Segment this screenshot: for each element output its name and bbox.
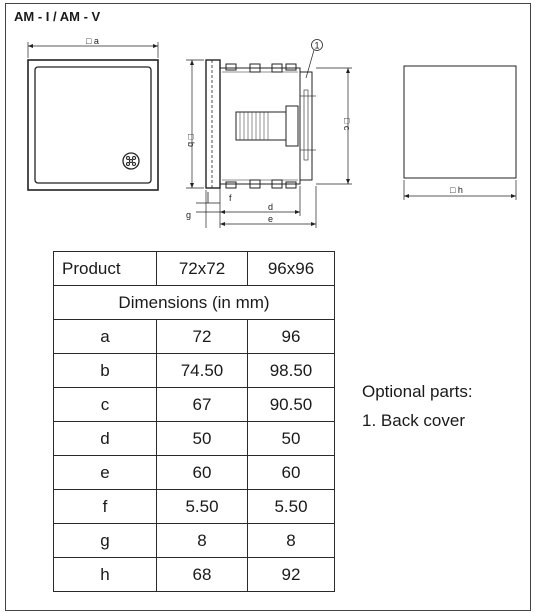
front-view <box>28 42 158 190</box>
section-title: Dimensions (in mm) <box>54 286 335 320</box>
dim-label-d: d <box>268 202 274 212</box>
side-view <box>186 40 352 229</box>
row-label: h <box>54 558 157 592</box>
row-value-72: 50 <box>157 422 248 456</box>
dimension-drawing <box>0 0 536 250</box>
row-label: f <box>54 490 157 524</box>
page-title: AM - I / AM - V <box>14 9 101 24</box>
row-value-96: 92 <box>248 558 335 592</box>
table-row <box>54 388 335 422</box>
row-value-72: 60 <box>157 456 248 490</box>
table-row <box>54 456 335 490</box>
row-value-96: 5.50 <box>248 490 335 524</box>
row-label: e <box>54 456 157 490</box>
row-value-96: 90.50 <box>248 388 335 422</box>
row-value-96: 98.50 <box>248 354 335 388</box>
dim-label-h: □ h <box>450 185 463 195</box>
row-value-96: 60 <box>248 456 335 490</box>
row-label: g <box>54 524 157 558</box>
callout-number: 1 <box>314 40 320 51</box>
table-row <box>54 490 335 524</box>
back-view <box>404 66 516 200</box>
row-value-72: 67 <box>157 388 248 422</box>
dim-label-f: f <box>229 193 232 203</box>
row-value-72: 8 <box>157 524 248 558</box>
row-label: d <box>54 422 157 456</box>
dim-label-a: □ a <box>86 36 99 46</box>
row-value-72: 72 <box>157 320 248 354</box>
row-value-72: 68 <box>157 558 248 592</box>
row-value-96: 96 <box>248 320 335 354</box>
row-label: a <box>54 320 157 354</box>
optional-parts <box>362 377 473 435</box>
row-value-96: 50 <box>248 422 335 456</box>
header-product: Product <box>54 252 157 286</box>
row-label: c <box>54 388 157 422</box>
dimensions-table <box>53 251 335 592</box>
header-72x72: 72x72 <box>157 252 248 286</box>
table-row <box>54 422 335 456</box>
table-row <box>54 354 335 388</box>
dim-label-e: e <box>268 214 274 224</box>
row-value-72: 5.50 <box>157 490 248 524</box>
header-96x96: 96x96 <box>248 252 335 286</box>
row-value-96: 8 <box>248 524 335 558</box>
table-header-row <box>54 252 335 286</box>
optional-parts-heading: Optional parts: <box>362 382 473 401</box>
table-row <box>54 558 335 592</box>
table-section-row <box>54 286 335 320</box>
optional-part-item: 1. Back cover <box>362 411 465 430</box>
table-row <box>54 320 335 354</box>
dim-label-b: □ b <box>186 134 196 147</box>
dim-label-c: □ c <box>342 118 352 131</box>
dim-label-g: g <box>186 210 192 220</box>
table-row <box>54 524 335 558</box>
row-value-72: 74.50 <box>157 354 248 388</box>
row-label: b <box>54 354 157 388</box>
